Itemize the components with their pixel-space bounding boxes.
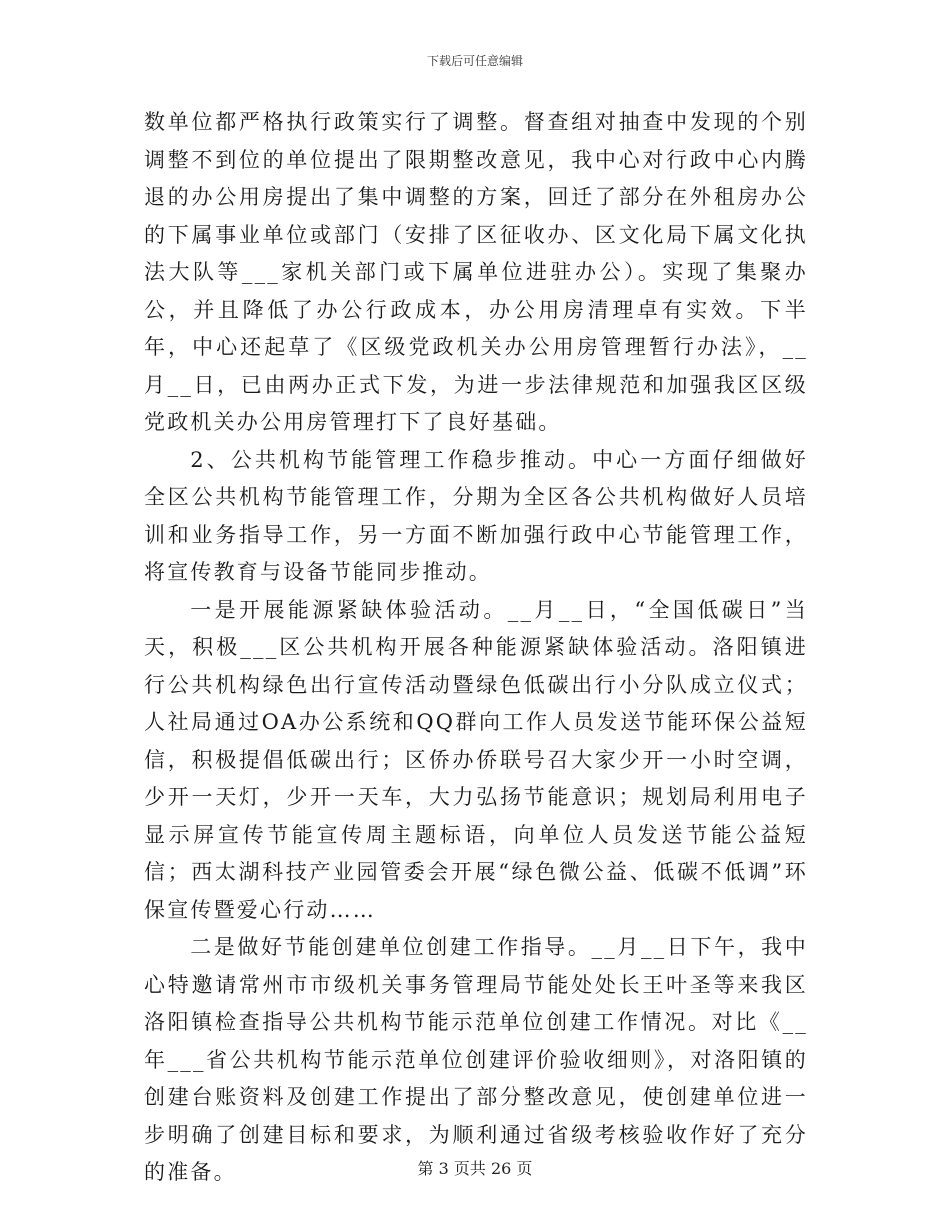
document-body (144, 104, 808, 1192)
paragraph-4: 二是做好节能创建单位创建工作指导。__月__日下午，我中心特邀请常州市市级机关事务管理局节能处处长王叶圣等来我区洛阳镇检查指导公共机构节能示范单位创建工作情况。对比《__年___省公共机构节能示范单位创建评价验收细则》，对洛阳镇的创建台账资料及创建工作提出了部分整改意见，使创建单位进一步明确了创建目标和要求，为顺利通过省级考核验收作好了充分的准备。 (144, 935, 808, 1184)
page-footer: 第 3 页共 26 页 (417, 1159, 533, 1178)
paragraph-1: 数单位都严格执行政策实行了调整。督查组对抽查中发现的个别调整不到位的单位提出了限期整改意见，我中心对行政中心内腾退的办公用房提出了集中调整的方案，回迁了部分在外租房办公的下属事业单位或部门（安排了区征收办、区文化局下属文化执法大队等___家机关部门或下属单位进驻办公）。实现了集聚办公，并且降低了办公行政成本，办公用房清理卓有实效。下半年，中心还起草了《区级党政机关办公用房管理暂行办法》，__月__日，已由两办正式下发，为进一步法律规范和加强我区区级党政机关办公用房管理打下了良好基础。 (144, 110, 808, 434)
paragraph-2: 2、公共机构节能管理工作稳步推动。中心一方面仔细做好全区公共机构节能管理工作，分期为全区各公共机构做好人员培训和业务指导工作，另一方面不断加强行政中心节能管理工作，将宣传教育与设备节能同步推动。 (144, 447, 808, 584)
paragraph-3: 一是开展能源紧缺体验活动。__月__日，“全国低碳日”当天，积极___区公共机构开展各种能源紧缺体验活动。洛阳镇进行公共机构绿色出行宣传活动暨绿色低碳出行小分队成立仪式；人社局通过OA办公系统和QQ群向工作人员发送节能环保公益短信，积极提倡低碳出行；区侨办侨联号召大家少开一小时空调，少开一天灯，少开一天车，大力弘扬节能意识；规划局利用电子显示屏宣传节能宣传周主题标语，向单位人员发送节能公益短信；西太湖科技产业园管委会开展“绿色微公益、低碳不低调”环保宣传暨爱心行动…… (144, 597, 808, 922)
page-header: 下载后可任意编辑 (426, 54, 523, 68)
